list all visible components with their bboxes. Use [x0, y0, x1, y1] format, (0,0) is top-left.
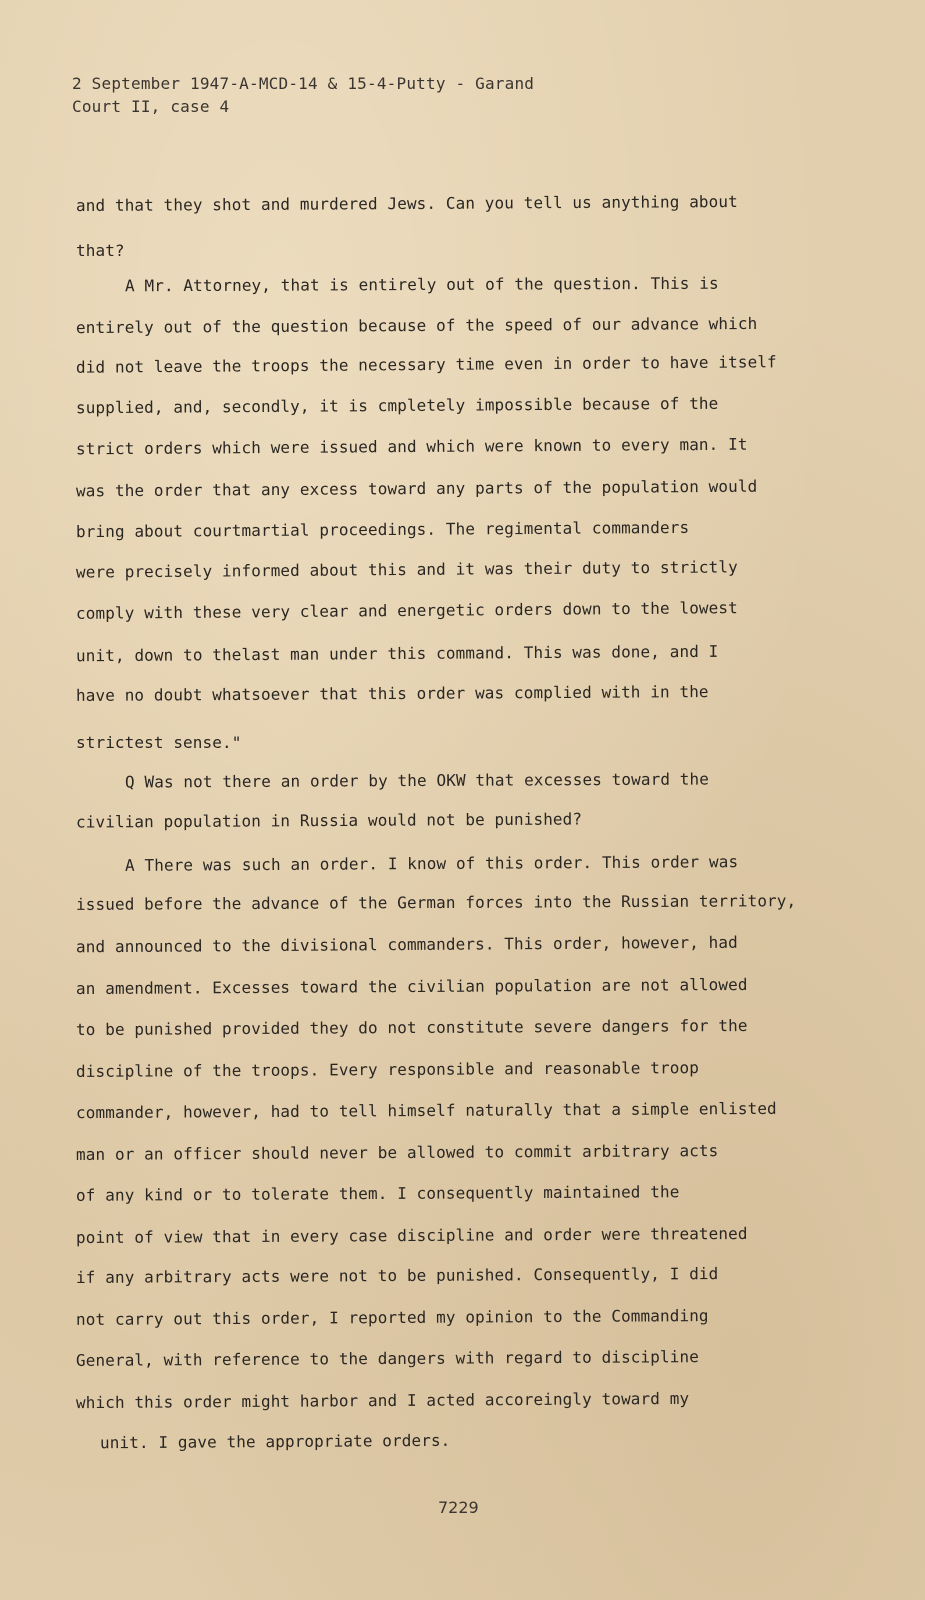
text-line: bring about courtmartial proceedings. The regimental commanders	[75, 517, 690, 542]
text-line: A Mr. Attorney, that is entirely out of the question. This is	[124, 273, 719, 296]
text-line: did not leave the troops the necessary time even in order to have itself	[75, 352, 777, 377]
text-line: were precisely informed about this and it was their duty to strictly	[75, 557, 738, 582]
text-line: comply with these very clear and energetic orders down to the lowest	[75, 598, 738, 623]
text-line: discipline of the troops. Every responsible and reasonable troop	[75, 1058, 699, 1081]
text-line: issued before the advance of the German forces into the Russian territory,	[75, 891, 797, 914]
text-line: which this order might harbor and I acted accoreingly toward my	[75, 1388, 690, 1413]
text-line: man or an officer should never be allowed to commit arbitrary acts	[75, 1141, 719, 1164]
text-line: of any kind or to tolerate them. I consequently maintained the	[75, 1182, 680, 1205]
header-date-reference: 2 September 1947-A-MCD-14 & 15-4-Putty - Garand	[72, 74, 535, 93]
text-line: commander, however, had to tell himself naturally that a simple enlisted	[75, 1098, 777, 1123]
text-line: an amendment. Excesses toward the civilian population are not allowed	[75, 974, 748, 999]
text-line: strictest sense."	[76, 733, 242, 752]
page-number: 7229	[438, 1498, 479, 1517]
text-line: unit. I gave the appropriate orders.	[99, 1430, 451, 1453]
text-line: entirely out of the question because of the speed of our advance which	[75, 313, 758, 338]
text-line: not carry out this order, I reported my opinion to the Commanding	[75, 1306, 709, 1329]
text-line: General, with reference to the dangers with regard to discipline	[75, 1347, 699, 1370]
text-line: have no doubt whatsoever that this order was complied with in the	[75, 682, 709, 705]
text-line: to be punished provided they do not constitute severe dangers for the	[75, 1015, 748, 1040]
text-line: supplied, and, secondly, it is cmpletely impossible because of the	[75, 393, 719, 418]
text-line: unit, down to thelast man under this command. This was done, and I	[75, 641, 719, 666]
text-line: Q Was not there an order by the OKW that excesses toward the	[124, 769, 710, 792]
header-court-case: Court II, case 4	[72, 97, 230, 116]
text-line: point of view that in every case discipline and order were threatened	[75, 1223, 748, 1248]
text-line: was the order that any excess toward any parts of the population would	[75, 476, 758, 501]
text-line: A There was such an order. I know of this order. This order was	[124, 852, 739, 875]
text-line: and announced to the divisional commanders. This order, however, had	[75, 932, 738, 957]
document-header	[72, 72, 534, 118]
text-line: if any arbitrary acts were not to be punished. Consequently, I did	[75, 1264, 719, 1287]
text-line: strict orders which were issued and which were known to every man. It	[75, 434, 748, 459]
text-line: that?	[76, 241, 125, 260]
text-line: and that they shot and murdered Jews. Can you tell us anything about	[75, 191, 738, 216]
text-line: civilian population in Russia would not be punished?	[75, 809, 583, 832]
